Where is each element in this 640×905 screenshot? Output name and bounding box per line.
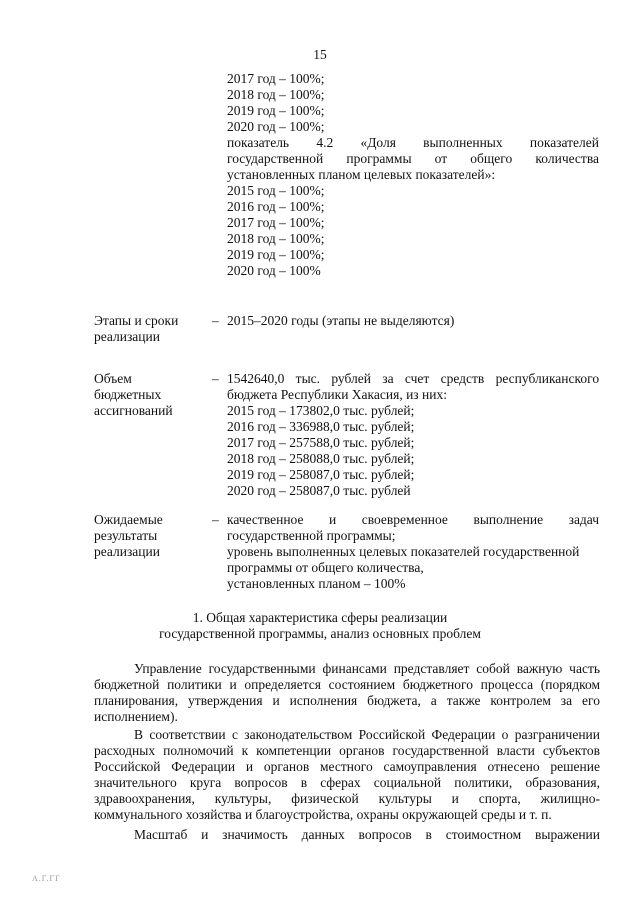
budget-line: бюджета Республики Хакасия, из них: — [227, 387, 447, 402]
dash: – — [212, 371, 219, 386]
expected-content — [227, 512, 599, 592]
budget-label: Объем бюджетных ассигнований — [94, 371, 173, 418]
year-line: 2017 год – 100%; — [227, 215, 325, 230]
dash: – — [212, 313, 219, 328]
dash: – — [212, 512, 219, 527]
year-line: 2015 год – 100%; — [227, 183, 325, 198]
indicator-line: показатель 4.2 «Доля выполненных показателей — [227, 135, 600, 150]
budget-content — [227, 371, 599, 499]
stages-label: Этапы и сроки реализации — [94, 313, 179, 344]
budget-line: 1542640,0 тыс. рублей за счет средств республиканского — [227, 371, 600, 386]
indicator-line: установленных планом целевых показателей»: — [227, 167, 496, 182]
expected-label: Ожидаемые результаты реализации — [94, 512, 163, 559]
expected-line: государственной программы; — [227, 528, 396, 543]
page-stamp: А.Г.ГГ — [32, 874, 61, 883]
year-line: 2018 год – 100%; — [227, 231, 325, 246]
year-line: 2016 год – 100%; — [227, 199, 325, 214]
paragraph-3: Масштаб и значимость данных вопросов в стоимостном выражении — [134, 827, 600, 842]
expected-line: программы от общего количества, — [227, 560, 424, 575]
page-number: 15 — [313, 47, 327, 62]
expected-line: качественное и своевременное выполнение задач — [227, 512, 600, 527]
paragraph-2: В соответствии с законодательством Российской Федерации о разграничении расходных полномочий к компетенции органов государственной власти субъектов Российской Федерации и органов местного самоуправления отнесено решение значительного круга вопросов в сферах социальной политики, образования, здравоохранения, культуры, физической культуры и спорта, жилищно- коммунального хозяйства и благоустройства, охраны окружающей среды и т. п. — [94, 727, 600, 822]
stages-value: 2015–2020 годы (этапы не выделяются) — [227, 313, 455, 328]
year-line: 2020 год – 100% — [227, 263, 321, 278]
expected-line: уровень выполненных целевых показателей государственной — [227, 544, 580, 559]
year-line: 2019 год – 100%; — [227, 103, 325, 118]
budget-year-line: 2017 год – 257588,0 тыс. рублей; — [227, 435, 415, 450]
indicator-line: государственной программы от общего количества — [227, 151, 600, 166]
top-block — [227, 71, 599, 279]
budget-year-line: 2020 год – 258087,0 тыс. рублей — [227, 483, 411, 498]
budget-year-line: 2019 год – 258087,0 тыс. рублей; — [227, 467, 415, 482]
section-title: 1. Общая характеристика сферы реализации государственной программы, анализ основных проблем — [159, 610, 481, 641]
year-line: 2019 год – 100%; — [227, 247, 325, 262]
year-line: 2020 год – 100%; — [227, 119, 325, 134]
budget-year-line: 2016 год – 336988,0 тыс. рублей; — [227, 419, 415, 434]
year-line: 2018 год – 100%; — [227, 87, 325, 102]
expected-line: установленных планом – 100% — [227, 576, 406, 591]
year-line: 2017 год – 100%; — [227, 71, 325, 86]
paragraph-1: Управление государственными финансами представляет собой важную часть бюджетной политики и определяется состоянием бюджетного процесса (порядком планирования, утверждения и исполнения бюджета, а также контролем за его исполнением). — [94, 661, 600, 724]
budget-year-line: 2015 год – 173802,0 тыс. рублей; — [227, 403, 415, 418]
budget-year-line: 2018 год – 258088,0 тыс. рублей; — [227, 451, 415, 466]
